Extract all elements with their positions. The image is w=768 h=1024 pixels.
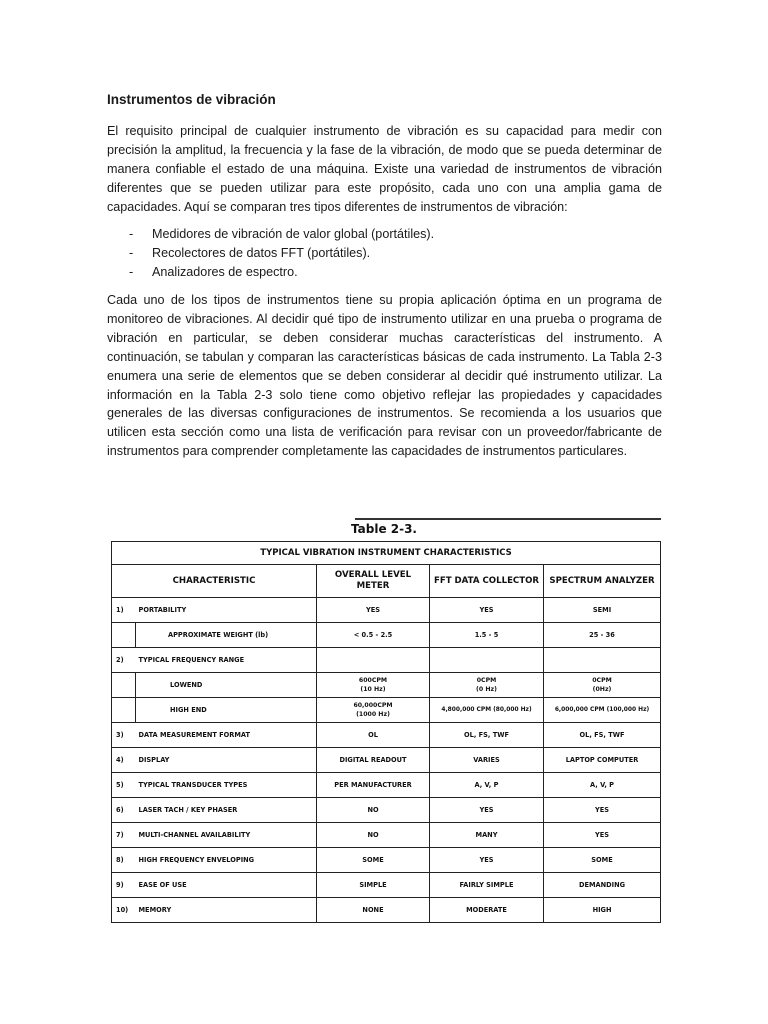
body-paragraph: Cada uno de los tipos de instrumentos tiene su propia aplicación óptima en un programa de monitoreo de vibraciones. Al decidir qué tipo de instrumento utilizar en una prueba o programa de vibración en particular, se deben considerar muchas características del instrumento. A continuación, se tabulan y comparan las características básicas de cada instrumento. La Tabla 2-3 enumera una serie de elementos que se deben considerar al decidir qué instrumento utilizar. La información en la Tabla 2-3 solo tiene como objetivo reflejar las propiedades y capacidades generales de las diversas configuraciones de instrumentos. Se recomienda a los usuarios que utilicen esta sección como una lista de verificación para revisar con un proveedor/fabricante de instrumentos para comprender completamente las capacidades de instrumentos particulares. [107, 293, 662, 459]
table-row: 8) HIGH FREQUENCY ENVELOPING SOME YES SOME [112, 848, 661, 873]
instrument-list [107, 225, 434, 282]
scanned-table-image [107, 518, 661, 930]
table-caption: Table 2-3. [351, 522, 417, 536]
table-row: HIGH END 60,000CPM (1000 Hz) 4,800,000 CPM (80,000 Hz) 6,000,000 CPM (100,000 Hz) [112, 698, 661, 723]
list-item: - Analizadores de espectro. [129, 265, 298, 279]
instrument-characteristics-table [111, 541, 661, 923]
table-row: 4) DISPLAY DIGITAL READOUT VARIES LAPTOP COMPUTER [112, 748, 661, 773]
header-overall-level-meter: OVERALL LEVEL METER [317, 565, 430, 598]
section-heading: Instrumentos de vibración [107, 92, 276, 107]
header-characteristic: CHARACTERISTIC [112, 565, 317, 598]
table-row: 7) MULTI-CHANNEL AVAILABILITY NO MANY YES [112, 823, 661, 848]
list-item: - Medidores de vibración de valor global (portátiles). [129, 227, 435, 241]
scan-rule [355, 518, 661, 520]
table-row: 6) LASER TACH / KEY PHASER NO YES YES [112, 798, 661, 823]
table-row: 2) TYPICAL FREQUENCY RANGE [112, 648, 661, 673]
table-row: 10) MEMORY NONE MODERATE HIGH [112, 898, 661, 923]
table-row: 5) TYPICAL TRANSDUCER TYPES PER MANUFACTURER A, V, P A, V, P [112, 773, 661, 798]
table-row: 9) EASE OF USE SIMPLE FAIRLY SIMPLE DEMANDING [112, 873, 661, 898]
table-row: LOWEND 600CPM (10 Hz) 0CPM (0 Hz) 0CPM (0Hz) [112, 673, 661, 698]
header-fft-data-collector: FFT DATA COLLECTOR [430, 565, 544, 598]
intro-paragraph: El requisito principal de cualquier instrumento de vibración es su capacidad para medir con precisión la amplitud, la frecuencia y la fase de la vibración, de modo que se pueda determinar de manera confiable el estado de una máquina. Existe una variedad de instrumentos de vibración diferentes que se pueden utilizar para este propósito, cada uno con una amplia gama de capacidades. Aquí se comparan tres tipos diferentes de instrumentos de vibración: [107, 124, 662, 214]
table-row: APPROXIMATE WEIGHT (lb) < 0.5 - 2.5 1.5 - 5 25 - 36 [112, 623, 661, 648]
header-spectrum-analyzer: SPECTRUM ANALYZER [544, 565, 661, 598]
list-item: - Recolectores de datos FFT (portátiles). [129, 246, 371, 260]
table-title: TYPICAL VIBRATION INSTRUMENT CHARACTERISTICS [112, 542, 661, 565]
table-row: 1) PORTABILITY YES YES SEMI [112, 598, 661, 623]
table-row: 3) DATA MEASUREMENT FORMAT OL OL, FS, TWF OL, FS, TWF [112, 723, 661, 748]
